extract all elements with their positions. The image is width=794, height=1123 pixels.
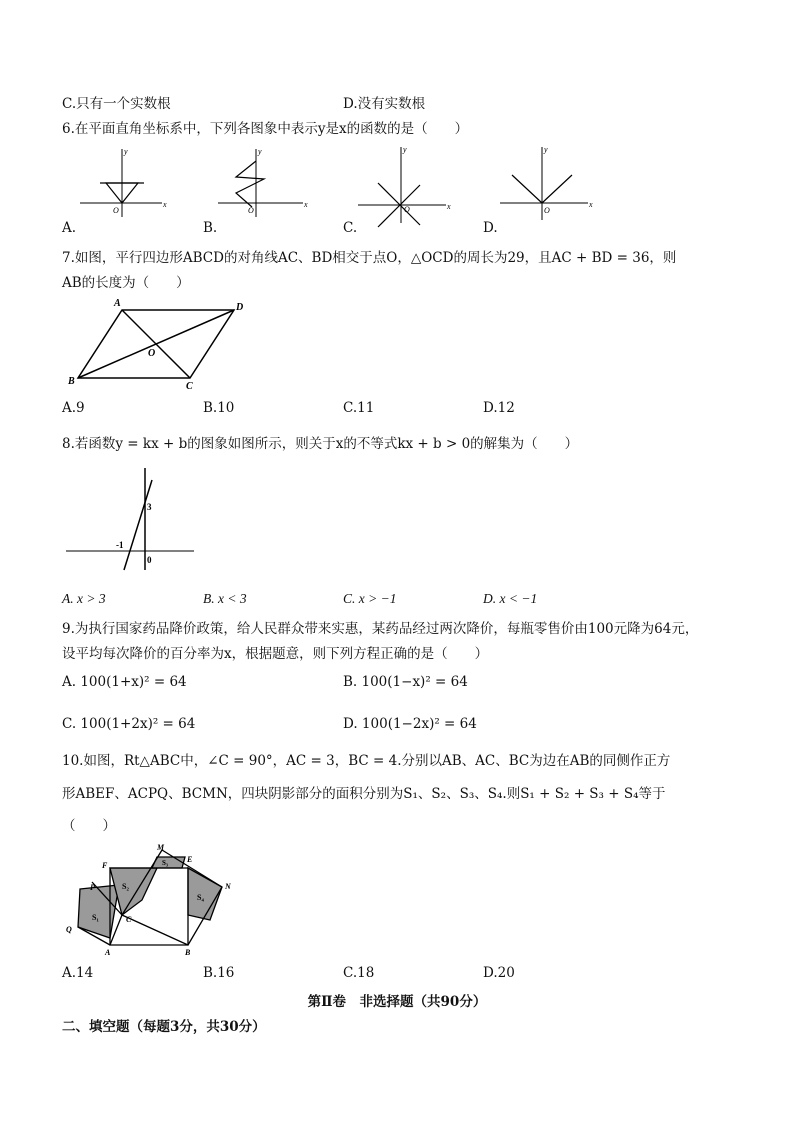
point-m-label: M <box>157 843 165 852</box>
q9-stem-line1: 9.为执行国家药品降价政策，给人民群众带来实惠，某药品经过两次降价，每瓶零售价由100元降为64元， <box>62 621 699 637</box>
q8-stem: 8.若函数y = kx + b的图象如图所示，则关于x的不等式kx + b > 0的解集为（ ） <box>62 436 579 452</box>
x-axis-label: x <box>447 202 451 211</box>
origin-label: O <box>113 206 119 215</box>
q7-stem-line1: 7.如图，平行四边形ABCD的对角线AC、BD相交于点O，△OCD的周长为29，且AC + BD = 36，则 <box>62 250 677 266</box>
s4-label: S₄ <box>197 893 204 902</box>
point-a-label: A <box>114 298 121 309</box>
q9-option-a: A. 100(1+x)² = 64 <box>62 674 187 690</box>
q7-option-b: B.10 <box>203 400 235 416</box>
point-q-label: Q <box>66 925 72 934</box>
q8-option-d: D. x < −1 <box>483 591 538 606</box>
point-b-label: B <box>185 948 191 957</box>
s1-label: S₁ <box>92 913 99 922</box>
q7-stem-line2: AB的长度为（ ） <box>62 275 190 291</box>
point-d-label: D <box>236 302 244 313</box>
q7-option-d: D.12 <box>483 400 515 416</box>
q8-option-b: B. x < 3 <box>203 591 247 606</box>
q8-linear-function-graph <box>66 466 196 576</box>
point-c-label: C <box>126 915 132 924</box>
q6-option-d: D. <box>483 220 498 236</box>
q5-option-d: D.没有实数根 <box>343 96 426 112</box>
origin-label: O <box>404 205 410 214</box>
q8-option-a: A. x > 3 <box>62 591 106 606</box>
q9-option-b: B. 100(1−x)² = 64 <box>343 674 468 690</box>
q10-option-a: A.14 <box>62 965 94 981</box>
section2-title: 二、填空题（每题3分，共30分） <box>62 1019 266 1035</box>
q6-graph-a <box>80 145 170 220</box>
q10-stem-line2: 形ABEF、ACPQ、BCMN，四块阴影部分的面积分别为S₁、S₂、S₃、S₄.则S₁ + S₂ + S₃ + S₄等于 <box>62 786 666 802</box>
x-intercept-label: -1 <box>116 540 124 550</box>
q10-stem-line3: （ ） <box>62 818 116 834</box>
point-c-label: C <box>186 381 193 392</box>
q6-graph-c <box>358 145 453 225</box>
q8-option-c: C. x > −1 <box>343 591 397 606</box>
x-axis-label: x <box>589 200 593 209</box>
origin-label: O <box>544 206 550 215</box>
point-e-label: E <box>187 855 193 864</box>
part2-title: 第Ⅱ卷 非选择题（共90分） <box>307 994 487 1010</box>
point-f-label: F <box>102 861 108 870</box>
y-axis-label: y <box>124 147 128 156</box>
q10-squares-figure <box>62 842 242 960</box>
y-axis-label: y <box>544 145 548 154</box>
q10-option-b: B.16 <box>203 965 235 981</box>
q6-graph-b <box>218 145 313 220</box>
x-axis-label: x <box>304 200 308 209</box>
point-p-label: P <box>90 883 95 892</box>
q10-option-c: C.18 <box>343 965 375 981</box>
q6-option-a: A. <box>62 220 77 236</box>
q6-stem: 6.在平面直角坐标系中，下列各图象中表示y是x的函数的是（ ） <box>62 121 469 137</box>
q9-option-d: D. 100(1−2x)² = 64 <box>343 716 477 732</box>
s3-label: S₃ <box>162 859 168 867</box>
origin-label: O <box>248 206 254 215</box>
origin-label: 0 <box>147 555 152 565</box>
q7-option-c: C.11 <box>343 400 375 416</box>
q9-option-c: C. 100(1+2x)² = 64 <box>62 716 196 732</box>
y-axis-label: y <box>403 145 407 154</box>
q10-stem-line1: 10.如图，Rt△ABC中，∠C = 90°，AC = 3，BC = 4.分别以AB、AC、BC为边在AB的同侧作正方 <box>62 753 671 769</box>
q9-stem-line2: 设平均每次降价的百分率为x，根据题意，则下列方程正确的是（ ） <box>62 646 489 662</box>
q6-graph-d <box>500 145 600 225</box>
point-o-label: O <box>148 348 156 359</box>
q7-parallelogram-figure <box>62 296 252 391</box>
y-intercept-label: 3 <box>147 502 152 512</box>
q6-option-c: C. <box>343 220 358 236</box>
x-axis-label: x <box>163 200 167 209</box>
point-n-label: N <box>225 882 231 891</box>
y-axis-label: y <box>258 147 262 156</box>
q10-option-d: D.20 <box>483 965 515 981</box>
q6-option-b: B. <box>203 220 218 236</box>
q7-option-a: A.9 <box>62 400 85 416</box>
point-a-label: A <box>105 948 111 957</box>
point-b-label: B <box>68 376 75 387</box>
q5-option-c: C.只有一个实数根 <box>62 96 171 112</box>
s2-label: S₂ <box>122 882 129 891</box>
